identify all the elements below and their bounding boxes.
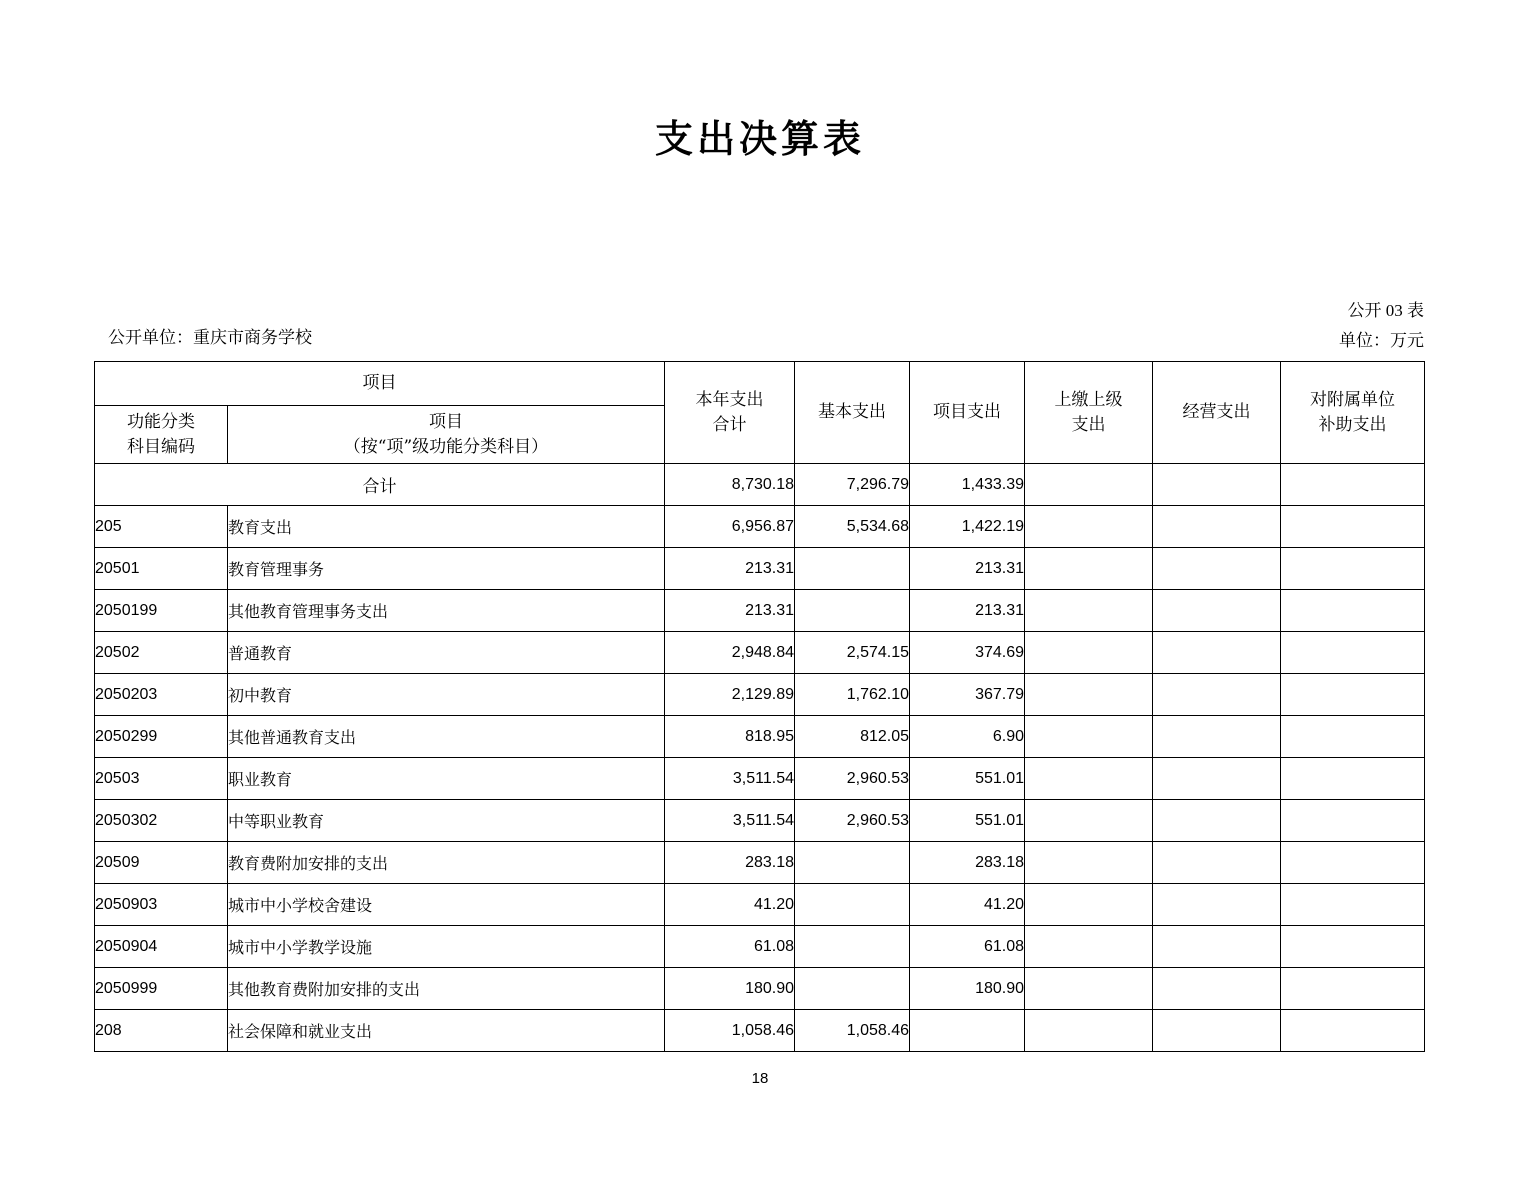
table-row — [95, 1010, 1425, 1052]
table-row — [95, 842, 1425, 884]
row-item: 教育费附加安排的支出 — [228, 842, 665, 884]
header-code-line2: 科目编码 — [127, 436, 195, 456]
header-item-line2: （按“项”级功能分类科目） — [343, 436, 549, 457]
header-project: 项目支出 — [910, 362, 1025, 464]
row-project: 213.31 — [910, 548, 1025, 590]
row-item: 其他普通教育支出 — [228, 716, 665, 758]
row-project: 213.31 — [910, 590, 1025, 632]
expenditure-table — [94, 361, 1425, 1052]
org-label: 公开单位：重庆市商务学校 — [108, 328, 312, 347]
total-label: 合计 — [95, 464, 665, 506]
row-upper — [1025, 800, 1153, 842]
table-row — [95, 926, 1425, 968]
table-row — [95, 884, 1425, 926]
row-total: 3,511.54 — [665, 758, 795, 800]
row-subsidy — [1281, 716, 1425, 758]
table-row — [95, 716, 1425, 758]
row-code: 208 — [95, 1010, 228, 1052]
row-business — [1153, 758, 1281, 800]
row-project: 283.18 — [910, 842, 1025, 884]
unit-label: 单位：万元 — [1339, 330, 1424, 350]
row-business — [1153, 926, 1281, 968]
total-subsidy — [1281, 464, 1425, 506]
document-page — [0, 108, 1520, 1182]
row-basic — [795, 590, 910, 632]
row-business — [1153, 1010, 1281, 1052]
row-project: 41.20 — [910, 884, 1025, 926]
row-upper — [1025, 884, 1153, 926]
row-upper — [1025, 926, 1153, 968]
row-item: 城市中小学教学设施 — [228, 926, 665, 968]
table-row — [95, 800, 1425, 842]
row-business — [1153, 800, 1281, 842]
row-business — [1153, 968, 1281, 1010]
row-business — [1153, 548, 1281, 590]
row-business — [1153, 716, 1281, 758]
header-total-line1: 本年支出 — [695, 389, 764, 409]
row-subsidy — [1281, 632, 1425, 674]
header-upper — [1025, 362, 1153, 464]
row-subsidy — [1281, 968, 1425, 1010]
row-basic: 5,534.68 — [795, 506, 910, 548]
header-subsidy — [1281, 362, 1425, 464]
row-total: 6,956.87 — [665, 506, 795, 548]
row-project: 180.90 — [910, 968, 1025, 1010]
row-basic: 2,574.15 — [795, 632, 910, 674]
row-project: 367.79 — [910, 674, 1025, 716]
row-code: 20501 — [95, 548, 228, 590]
header-total-line2: 合计 — [712, 414, 747, 434]
row-total: 1,058.46 — [665, 1010, 795, 1052]
row-business — [1153, 632, 1281, 674]
row-project — [910, 1010, 1025, 1052]
row-total: 3,511.54 — [665, 800, 795, 842]
row-basic: 1,058.46 — [795, 1010, 910, 1052]
row-basic: 1,762.10 — [795, 674, 910, 716]
row-basic: 812.05 — [795, 716, 910, 758]
row-upper — [1025, 1010, 1153, 1052]
header-basic: 基本支出 — [795, 362, 910, 464]
row-total: 213.31 — [665, 590, 795, 632]
row-business — [1153, 884, 1281, 926]
table-row — [95, 968, 1425, 1010]
form-meta — [1339, 296, 1424, 356]
row-item: 其他教育管理事务支出 — [228, 590, 665, 632]
page-title: 支出决算表 — [654, 116, 865, 161]
table-row — [95, 632, 1425, 674]
row-basic — [795, 548, 910, 590]
page-number: 18 — [751, 1070, 769, 1087]
row-project: 551.01 — [910, 800, 1025, 842]
row-code: 2050199 — [95, 590, 228, 632]
table-row-total — [95, 464, 1425, 506]
row-total: 41.20 — [665, 884, 795, 926]
row-project: 1,422.19 — [910, 506, 1025, 548]
table-row — [95, 548, 1425, 590]
row-basic — [795, 926, 910, 968]
row-code: 2050299 — [95, 716, 228, 758]
row-basic: 2,960.53 — [795, 800, 910, 842]
row-code: 20503 — [95, 758, 228, 800]
header-code — [95, 406, 228, 464]
row-upper — [1025, 716, 1153, 758]
row-upper — [1025, 506, 1153, 548]
row-basic — [795, 884, 910, 926]
row-total: 2,948.84 — [665, 632, 795, 674]
row-code: 20502 — [95, 632, 228, 674]
row-item: 其他教育费附加安排的支出 — [228, 968, 665, 1010]
row-basic — [795, 842, 910, 884]
header-item — [228, 406, 665, 464]
row-item: 教育支出 — [228, 506, 665, 548]
row-basic — [795, 968, 910, 1010]
row-item: 普通教育 — [228, 632, 665, 674]
row-code: 2050999 — [95, 968, 228, 1010]
table-row — [95, 758, 1425, 800]
row-subsidy — [1281, 506, 1425, 548]
total-total: 8,730.18 — [665, 464, 795, 506]
header-upper-line2: 支出 — [1071, 414, 1106, 434]
row-item: 初中教育 — [228, 674, 665, 716]
row-business — [1153, 506, 1281, 548]
row-project: 551.01 — [910, 758, 1025, 800]
row-item: 中等职业教育 — [228, 800, 665, 842]
row-total: 61.08 — [665, 926, 795, 968]
row-business — [1153, 674, 1281, 716]
header-group-item: 项目 — [95, 362, 665, 406]
table-row — [95, 590, 1425, 632]
table-header-row-1 — [95, 362, 1425, 406]
header-subsidy-line1: 对附属单位 — [1310, 389, 1395, 409]
row-upper — [1025, 590, 1153, 632]
row-subsidy — [1281, 884, 1425, 926]
row-business — [1153, 590, 1281, 632]
header-code-line1: 功能分类 — [127, 411, 195, 431]
row-item: 职业教育 — [228, 758, 665, 800]
total-upper — [1025, 464, 1153, 506]
row-subsidy — [1281, 548, 1425, 590]
row-item: 城市中小学校舍建设 — [228, 884, 665, 926]
total-basic: 7,296.79 — [795, 464, 910, 506]
total-business — [1153, 464, 1281, 506]
header-item-line1: 项目 — [429, 411, 463, 431]
header-total — [665, 362, 795, 464]
row-project: 6.90 — [910, 716, 1025, 758]
row-code: 2050903 — [95, 884, 228, 926]
header-upper-line1: 上缴上级 — [1054, 389, 1123, 409]
table-row — [95, 674, 1425, 716]
row-project: 374.69 — [910, 632, 1025, 674]
total-project: 1,433.39 — [910, 464, 1025, 506]
row-subsidy — [1281, 1010, 1425, 1052]
row-total: 818.95 — [665, 716, 795, 758]
row-upper — [1025, 548, 1153, 590]
row-subsidy — [1281, 800, 1425, 842]
row-code: 2050203 — [95, 674, 228, 716]
row-upper — [1025, 842, 1153, 884]
row-upper — [1025, 632, 1153, 674]
row-subsidy — [1281, 758, 1425, 800]
row-code: 2050302 — [95, 800, 228, 842]
row-total: 2,129.89 — [665, 674, 795, 716]
row-subsidy — [1281, 674, 1425, 716]
row-code: 205 — [95, 506, 228, 548]
header-subsidy-line2: 补助支出 — [1318, 414, 1387, 434]
row-total: 213.31 — [665, 548, 795, 590]
row-subsidy — [1281, 590, 1425, 632]
row-item: 社会保障和就业支出 — [228, 1010, 665, 1052]
row-basic: 2,960.53 — [795, 758, 910, 800]
row-subsidy — [1281, 842, 1425, 884]
form-label: 公开 03 表 — [1347, 301, 1424, 320]
row-project: 61.08 — [910, 926, 1025, 968]
row-upper — [1025, 674, 1153, 716]
row-total: 180.90 — [665, 968, 795, 1010]
row-total: 283.18 — [665, 842, 795, 884]
row-code: 2050904 — [95, 926, 228, 968]
row-upper — [1025, 968, 1153, 1010]
row-upper — [1025, 758, 1153, 800]
row-code: 20509 — [95, 842, 228, 884]
row-item: 教育管理事务 — [228, 548, 665, 590]
table-row — [95, 506, 1425, 548]
header-business: 经营支出 — [1153, 362, 1281, 464]
row-subsidy — [1281, 926, 1425, 968]
row-business — [1153, 842, 1281, 884]
